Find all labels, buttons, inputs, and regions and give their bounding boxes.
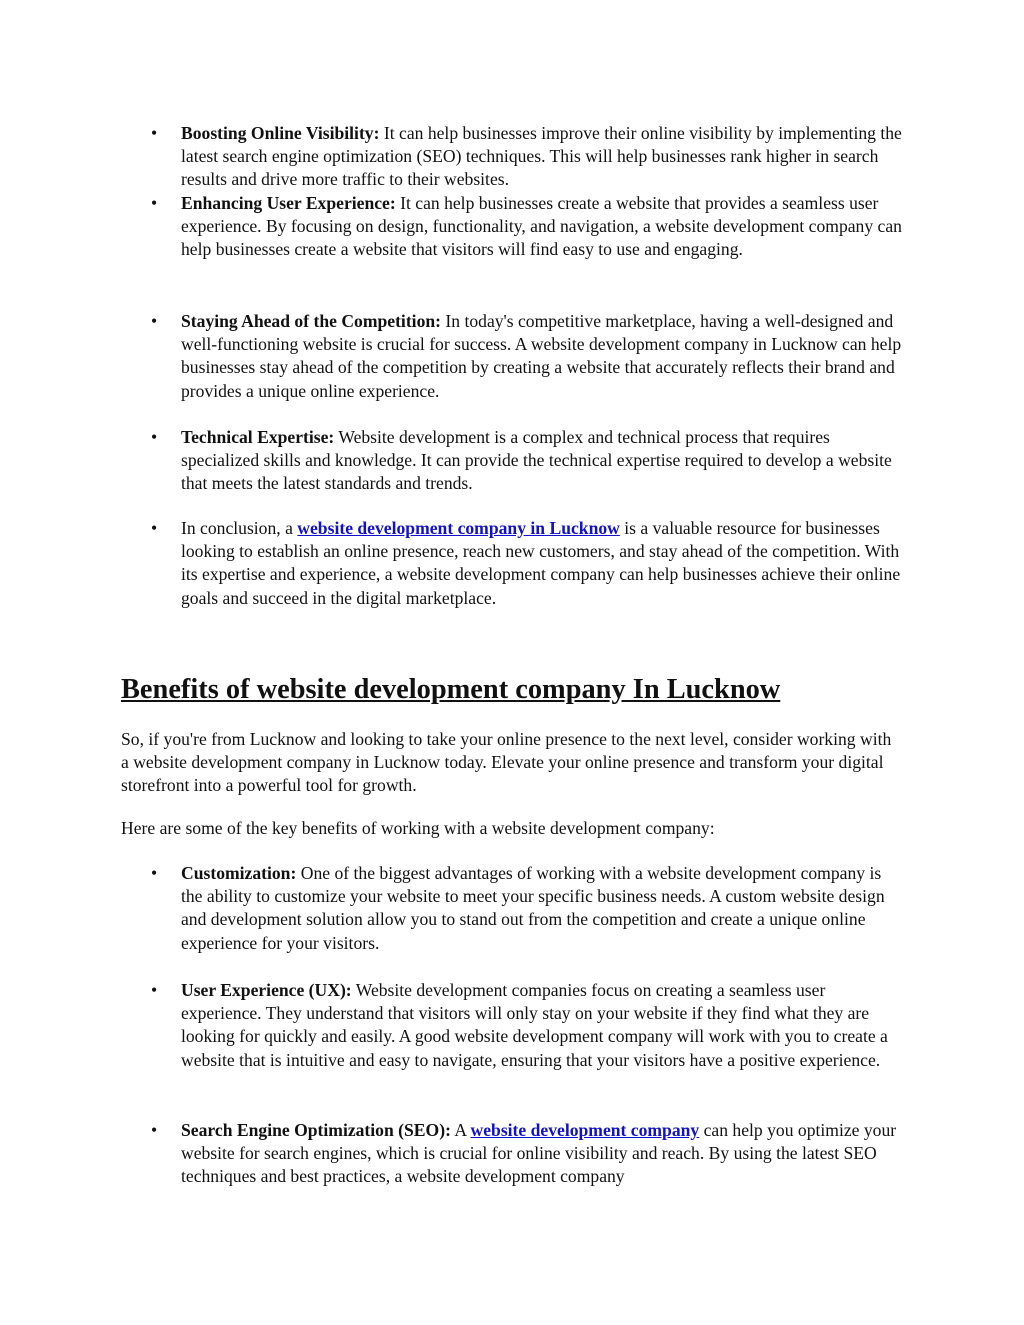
list-item [0,979,906,1072]
item-text: A [450,1120,471,1140]
bullet-icon: • [151,123,158,143]
bullet-icon: • [151,518,158,538]
website-development-company-link[interactable]: website development company [470,1120,700,1140]
item-lead: Boosting Online Visibility: [181,123,380,143]
benefits-bullet-list [0,862,1024,955]
list-item [0,517,906,610]
list-item [0,1119,906,1189]
item-lead: User Experience (UX): [181,980,352,1000]
intro-paragraph: So, if you're from Lucknow and looking to take your online presence to the next level, consider working with a website development company in Lucknow today. Elevate your online presence and transform your digital storefront into a powerful tool for growth. [121,729,892,796]
item-lead: Staying Ahead of the Competition: [181,311,442,331]
item-text: can help you optimize your website for search engines, which is crucial for online visibility and reach. By using the latest SEO techniques and best practices, a website development company [181,1120,897,1187]
bullet-icon: • [151,427,158,447]
list-item [0,426,906,496]
benefits-bullet-list-2 [0,979,1024,1072]
bullet-icon: • [151,192,158,213]
item-lead: Enhancing User Experience: [181,192,396,213]
section-heading: Benefits of website development company In Lucknow [121,674,781,705]
bullet-icon: • [151,980,158,1000]
list-item [0,122,906,192]
item-text: It can help businesses create a website that provides a seamless user experience. By focusing on design, functionality, and navigation, a website development company can help businesses create a website that visitors will find easy to use and engaging. [181,192,902,260]
item-text: One of the biggest advantages of working with a website development company is the ability to customize your website to meet your specific business needs. A custom website design and development solution allow you to stand out from the competition and create a unique online experience for your visitors. [181,863,885,953]
item-lead: Search Engine Optimization (SEO): [181,1120,451,1140]
item-text: In conclusion, a [181,518,298,538]
item-text: Website development companies focus on creating a seamless user experience. They understand that visitors will only stay on your website if they find what they are looking for quickly and easily. A good website development company will work with you to create a website that is intuitive and easy to navigate, ensuring that your visitors have a positive experience. [181,980,888,1070]
top-bullet-list-3 [0,426,1024,496]
item-text: Website development is a complex and technical process that requires specialized skills and knowledge. It can provide the technical expertise required to develop a website that meets the latest standards and trends. [181,427,892,494]
top-bullet-list [0,122,1024,261]
bullet-icon: • [151,1120,158,1140]
list-item [0,192,906,262]
item-text: It can help businesses improve their online visibility by implementing the latest search engine optimization (SEO) techniques. This will help businesses rank higher in search results and drive more traffic to their websites. [181,123,902,190]
bullet-icon: • [151,863,158,883]
item-lead: Customization: [181,863,297,883]
list-item [0,310,906,403]
item-text: In today's competitive marketplace, having a well-designed and well-functioning website is crucial for success. A website development company in Lucknow can help businesses stay ahead of the competition by creating a website that accurately reflects their brand and provides a unique online experience. [181,311,902,401]
benefits-bullet-list-3 [0,1119,1024,1189]
bullet-icon: • [151,311,158,331]
top-bullet-list-4 [0,517,1024,610]
item-text: is a valuable resource for businesses looking to establish an online presence, reach new customers, and stay ahead of the competition. With its expertise and experience, a website development company can help businesses achieve their online goals and succeed in the digital marketplace. [181,518,901,608]
top-bullet-list-2 [0,310,1024,403]
website-development-lucknow-link[interactable]: website development company in Lucknow [297,518,620,538]
benefits-intro-paragraph: Here are some of the key benefits of working with a website development company: [121,818,715,838]
item-lead: Technical Expertise: [181,427,335,447]
list-item [0,862,906,955]
